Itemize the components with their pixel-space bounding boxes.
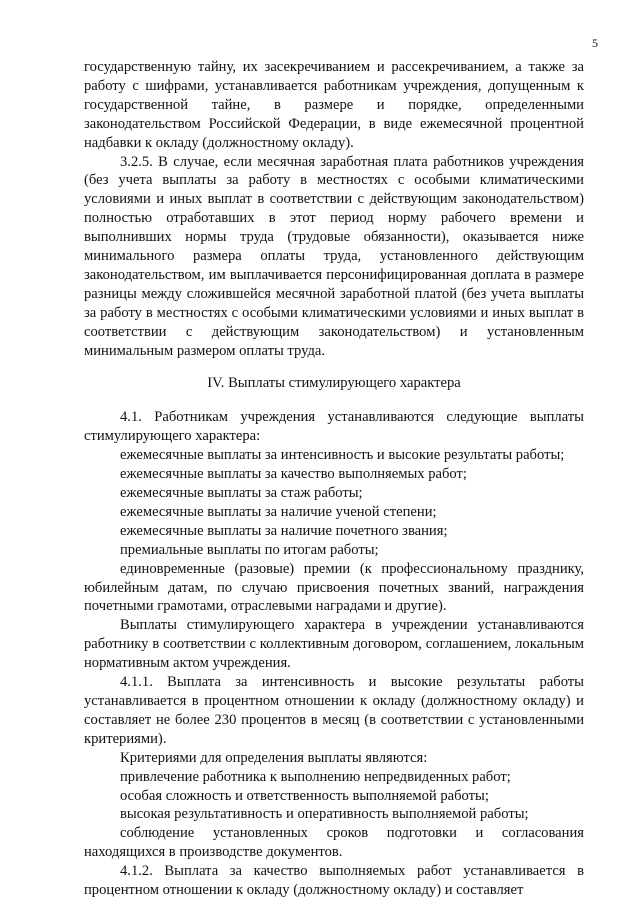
paragraph-4-1-1: 4.1.1. Выплата за интенсивность и высокие результаты работы устанавливается в процентном отношении к окладу (должностному окладу) и составляет не более 230 процентов в месяц (в соответствии с установленными критериями). [84, 674, 584, 747]
list-item: привлечение работника к выполнению непредвиденных работ; [120, 768, 511, 785]
paragraph-state-secret: государственную тайну, их засекречиванием и рассекречиванием, а также за работу с шифрами, устанавливается работникам учреждения, допущенным к государственной тайне, в размере и порядке, определенными законодательством Российской Федерации, в виде ежемесячной процентной надбавки к окладу (должностному окладу). [84, 59, 584, 151]
list-item: высокая результативность и оперативность выполняемой работы; [120, 806, 529, 823]
paragraph-3-2-5: 3.2.5. В случае, если месячная заработная плата работников учреждения (без учета выплаты за работу в местностях с особыми климатическими условиями и иных выплат в соответствии с действующим законодательством) полностью отработавших в этот период норму рабочего времени и выполнивших нормы труда (трудовые обязанности), оказывается ниже минимального размера оплаты труда, установленного действующим законодательством, им выплачивается персонифицированная доплата в размере разницы между сложившейся месячной заработной платой (без учета выплаты за работу в местностях с особыми климатическими условиями и иных выплат в соответствии с действующим законодательством) и установленным минимальным размером оплаты труда. [84, 153, 584, 359]
paragraph-established: Выплаты стимулирующего характера в учреждении устанавливаются работнику в соответствии с коллективным договором, соглашением, локальным нормативным актом учреждения. [84, 617, 584, 672]
paragraph-4-1-2: 4.1.2. Выплата за качество выполняемых работ устанавливается в процентном отношении к окладу (должностному окладу) и составляет [84, 863, 584, 899]
list-item: ежемесячные выплаты за наличие почетного звания; [120, 522, 448, 539]
list-item: ежемесячные выплаты за стаж работы; [120, 485, 363, 502]
list-item: ежемесячные выплаты за качество выполняемых работ; [120, 466, 467, 483]
list-item: соблюдение установленных сроков подготовки и согласования находящихся в производстве документов. [84, 825, 584, 861]
criteria-intro: Критериями для определения выплаты являются: [120, 749, 428, 766]
list-item: особая сложность и ответственность выполняемой работы; [120, 787, 489, 804]
list-item: ежемесячные выплаты за интенсивность и высокие результаты работы; [120, 447, 565, 464]
page-number: 5 [592, 36, 598, 50]
list-item: единовременные (разовые) премии (к профессиональному празднику, юбилейным датам, по случаю присвоения почетных званий, награждения почетными грамотами, отраслевыми наградами и другие). [84, 560, 584, 615]
section-heading: IV. Выплаты стимулирующего характера [207, 374, 461, 391]
list-item: премиальные выплаты по итогам работы; [120, 541, 379, 558]
list-item: ежемесячные выплаты за наличие ученой степени; [120, 503, 437, 520]
document-body [84, 58, 584, 900]
paragraph-4-1: 4.1. Работникам учреждения устанавливаются следующие выплаты стимулирующего характера: [84, 409, 584, 445]
